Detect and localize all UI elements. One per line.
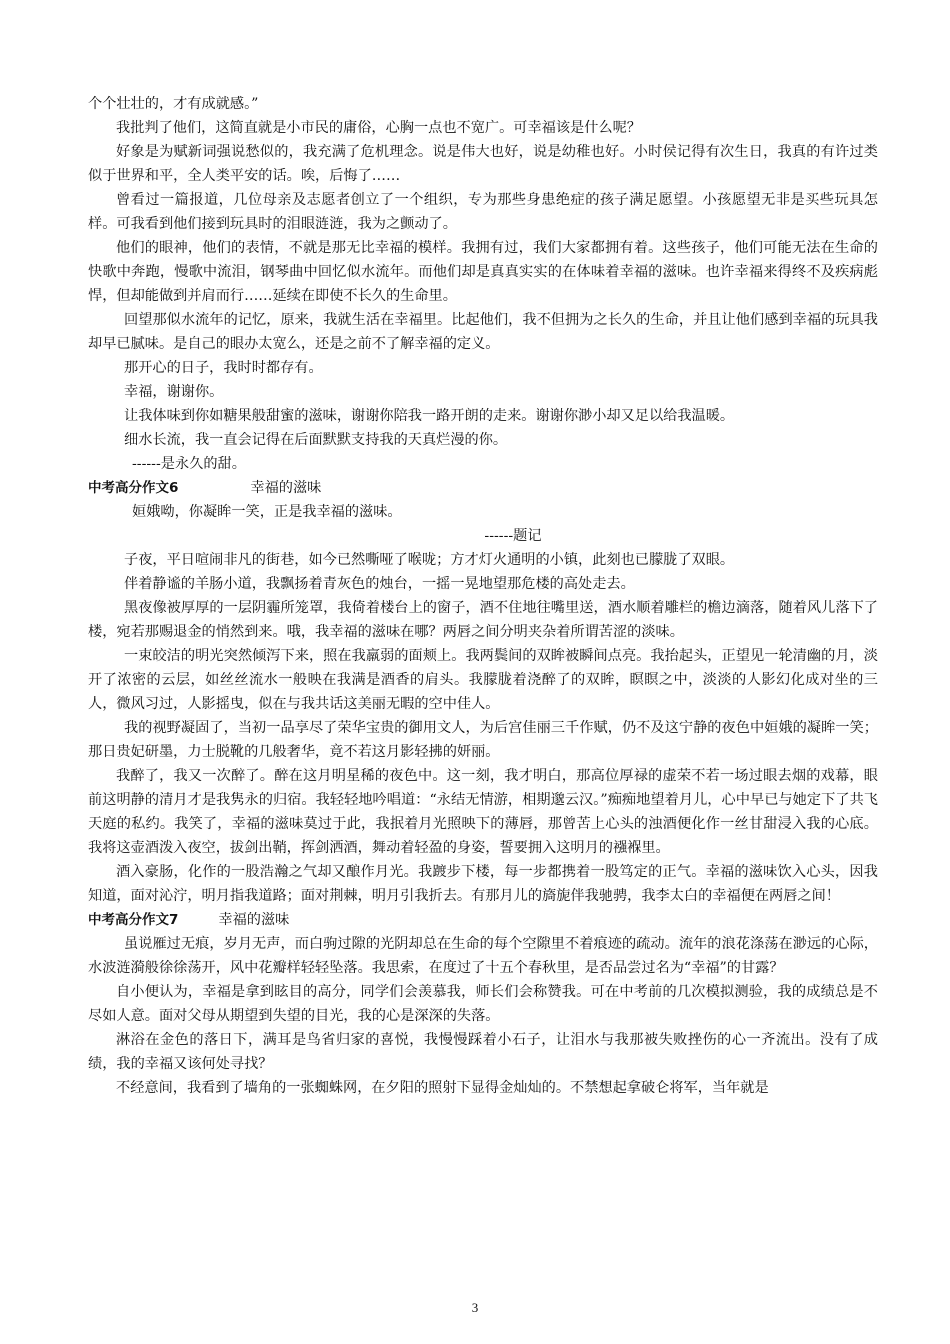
paragraph: 让我体味到你如糖果般甜蜜的滋味，谢谢你陪我一路开朗的走来。谢谢你渺小却又足以给我温暖。 [124, 408, 735, 424]
essay-title: 幸福的滋味 [250, 480, 322, 496]
paragraph: 子夜，平日喧闹非凡的街巷，如今已然嘶哑了喉咙；方才灯火通明的小镇，此刻也已朦胧了双眼。 [124, 552, 735, 568]
paragraph: 个个壮壮的，才有成就感。” [88, 96, 259, 112]
paragraph: 黑夜像被厚厚的一层阴霾所笼罩，我倚着楼台上的窗子，酒不住地往嘴里送，酒水顺着雕栏的檐边滴落，随着风儿落下了楼，宛若那赐退金的悄然到来。哦，我幸福的滋味在哪？两唇之间分明夹杂着所谓苦涩的淡味。 [88, 600, 878, 640]
paragraph: 伴着静谧的羊肠小道，我飘扬着青灰色的烛台，一摇一晃地望那危楼的高处走去。 [124, 576, 635, 592]
essay-heading [88, 476, 878, 500]
paragraph: 曾看过一篇报道，几位母亲及志愿者创立了一个组织，专为那些身患绝症的孩子满足愿望。小孩愿望无非是买些玩具怎样。可我看到他们接到玩具时的泪眼涟涟，我为之颤动了。 [88, 192, 878, 232]
paragraph: 我批判了他们，这简直就是小市民的庸俗，心胸一点也不宽广。可幸福该是什么呢？ [116, 120, 641, 136]
paragraph: 不经意间，我看到了墙角的一张蜘蛛网，在夕阳的照射下显得金灿灿的。不禁想起拿破仑将军，当年就是 [116, 1080, 769, 1096]
paragraph: 幸福，谢谢你。 [124, 384, 224, 400]
paragraph: 一束皎洁的明光突然倾泻下来，照在我羸弱的面颊上。我两鬓间的双眸被瞬间点亮。我抬起头，正望见一轮清幽的月，淡开了浓密的云层，如丝丝流水一般映在我满是酒香的肩头。我朦胧着浇醉了的双眸，瞑瞑之中，淡淡的人影幻化成对坐的三人，微风习过，人影摇曳，似在与我共话这美丽无暇的空中佳人。 [88, 648, 878, 712]
paragraph: 淋浴在金色的落日下，满耳是鸟省归家的喜悦，我慢慢踩着小石子，让泪水与我那被失败挫伤的心一齐流出。没有了成绩，我的幸福又该何处寻找？ [88, 1032, 878, 1072]
paragraph: 我的视野凝固了，当初一品享尽了荣华宝贵的御用文人，为后宫佳丽三千作赋，仍不及这宁静的夜色中姮娥的凝眸一笑；那日贵妃研墨，力士脱靴的几般奢华，竟不若这月影轻拂的妍丽。 [88, 720, 878, 760]
paragraph: 好象是为赋新词强说愁似的，我充满了危机理念。说是伟大也好，说是幼稚也好。小时侯记得有次生日，我真的有许过类似于世界和平，全人类平安的话。唉，后悔了…… [88, 144, 878, 184]
paragraph: 我醉了，我又一次醉了。醉在这月明星稀的夜色中。这一刻，我才明白，那高位厚禄的虚荣不若一场过眼去烟的戏幕，眼前这明静的清月才是我隽永的归宿。我轻轻地吟唱道：“永结无情游，相期邈云汉。”痴痴地望着月儿，心中早已与她定下了共飞天庭的私约。我笑了，幸福的滋味莫过于此，我抿着月光照映下的薄唇，那曾苦上心头的浊酒便化作一丝甘甜浸入我的心底。我将这壶酒泼入夜空，拔剑出鞘，挥剑洒酒，舞动着轻盈的身姿，誓要拥入这明月的襁褓里。 [88, 768, 878, 856]
paragraph: 酒入豪肠，化作的一股浩瀚之气却又酿作月光。我踱步下楼，每一步都携着一股笃定的正气。幸福的滋味饮入心头，因我知道，面对沁泞，明月指我道路；面对荆棘，明月引我折去。有那月儿的旖旎伴我驰骋，我李太白的幸福便在两唇之间！ [88, 864, 878, 904]
paragraph: 那开心的日子，我时时都存有。 [124, 360, 323, 376]
paragraph: 自小便认为，幸福是拿到眩目的高分，同学们会羡慕我，师长们会称赞我。可在中考前的几次模拟测验，我的成绩总是不尽如人意。面对父母从期望到失望的目光，我的心是深深的失落。 [88, 984, 878, 1024]
paragraph: 姮娥呦，你凝眸一笑，正是我幸福的滋味。 [132, 504, 402, 520]
page-number: 3 [471, 1300, 479, 1315]
paragraph: 回望那似水流年的记忆，原来，我就生活在幸福里。比起他们，我不但拥为之长久的生命，并且让他们感到幸福的玩具我却早已腻味。是自己的眼办太宽么，还是之前不了解幸福的定义。 [88, 312, 878, 352]
essay-title: 幸福的滋味 [218, 912, 290, 928]
document-page [88, 92, 878, 1100]
paragraph: ------是永久的甜。 [132, 456, 246, 472]
paragraph: 虽说雁过无痕，岁月无声，而白驹过隙的光阴却总在生命的每个空隙里不着痕迹的疏动。流年的浪花涤荡在渺远的心际，水波涟漪般徐徐荡开，风中花瓣样轻轻坠落。我思索，在度过了十五个春秋里，是否品尝过名为“幸福”的甘露？ [88, 936, 878, 976]
paragraph: 他们的眼神，他们的表情，不就是那无比幸福的模样。我拥有过，我们大家都拥有着。这些孩子，他们可能无法在生命的快歌中奔跑，慢歌中流泪，钢琴曲中回忆似水流年。而他们却是真真实实的在体味着幸福的滋味。也许幸福来得终不及疾病彪悍，但却能做到并肩而行……延续在即使不长久的生命里。 [88, 240, 878, 304]
paragraph: 细水长流，我一直会记得在后面默默支持我的天真烂漫的你。 [124, 432, 508, 448]
essay-label: 中考高分作文6 [88, 480, 179, 496]
epigraph-signature: ------题记 [484, 528, 542, 544]
essay-label: 中考高分作文7 [88, 912, 179, 928]
essay-heading [88, 908, 878, 932]
